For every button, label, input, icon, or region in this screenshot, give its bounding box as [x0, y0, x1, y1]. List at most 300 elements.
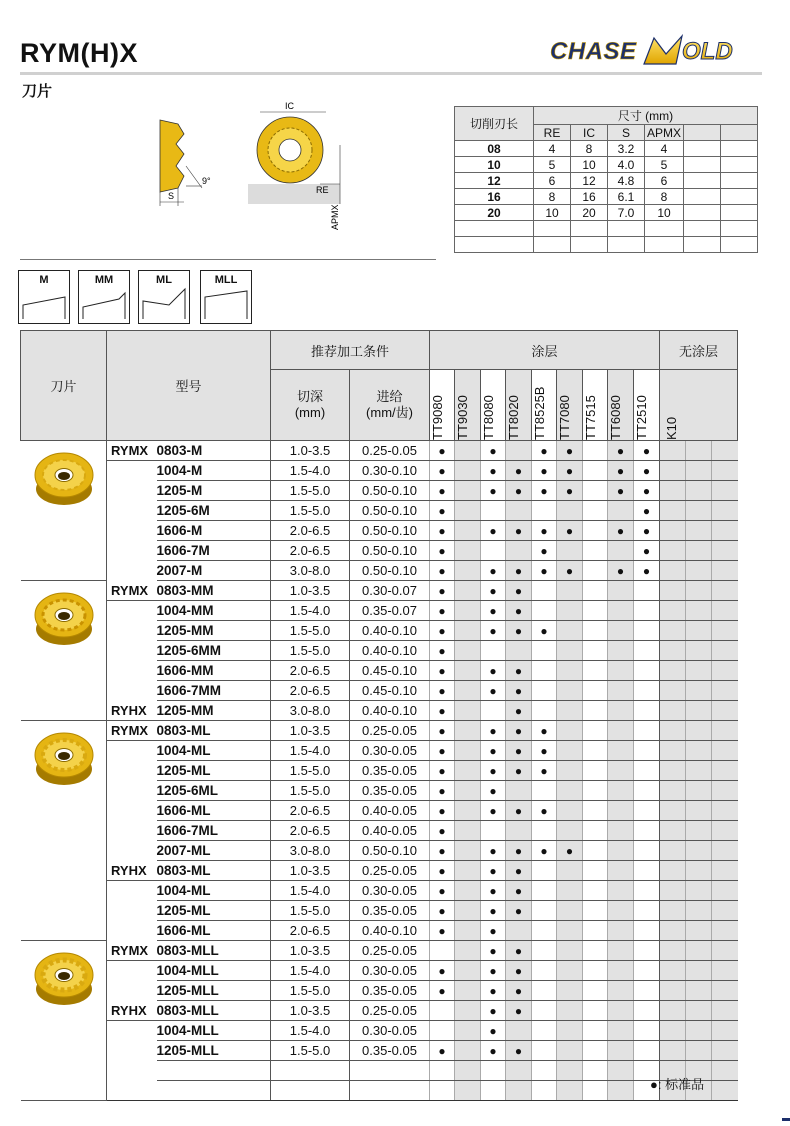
- availability-cell: ●: [430, 441, 455, 461]
- availability-cell: ●: [532, 541, 557, 561]
- table-row: [21, 621, 738, 641]
- dim-col-s: S: [608, 125, 645, 141]
- availability-cell: ●: [557, 481, 583, 501]
- depth-value: 1.5-4.0: [271, 1021, 350, 1041]
- model-prefix: [107, 681, 157, 701]
- availability-cell: [712, 761, 738, 781]
- depth-value: 1.5-4.0: [271, 601, 350, 621]
- availability-cell: [583, 701, 608, 721]
- availability-cell: [712, 821, 738, 841]
- availability-cell: [634, 861, 660, 881]
- availability-cell: [608, 941, 634, 961]
- availability-cell: [660, 641, 686, 661]
- availability-cell: [686, 1041, 712, 1061]
- availability-cell: [583, 961, 608, 981]
- availability-cell: ●: [481, 621, 506, 641]
- availability-cell: [712, 801, 738, 821]
- availability-cell: [532, 1001, 557, 1021]
- availability-cell: [583, 981, 608, 1001]
- availability-cell: ●: [532, 461, 557, 481]
- availability-cell: [430, 941, 455, 961]
- availability-cell: [557, 661, 583, 681]
- empty-cell: [271, 1061, 350, 1081]
- availability-cell: [557, 921, 583, 941]
- model-code: 1004-MLL: [157, 961, 271, 981]
- availability-cell: [455, 681, 481, 701]
- table-row: [21, 981, 738, 1001]
- availability-cell: [455, 741, 481, 761]
- depth-value: 1.0-3.5: [271, 941, 350, 961]
- chipbreaker-ml: [138, 270, 190, 324]
- availability-cell: [481, 541, 506, 561]
- table-row: [21, 601, 738, 621]
- availability-cell: [608, 821, 634, 841]
- availability-cell: ●: [430, 881, 455, 901]
- dim-row: [455, 141, 758, 157]
- availability-cell: [557, 881, 583, 901]
- dim-row: [455, 205, 758, 221]
- table-row: [21, 901, 738, 921]
- dim-empty-cell: [534, 221, 571, 237]
- model-prefix: RYHX: [107, 1001, 157, 1021]
- model-code: 0803-M: [157, 441, 271, 461]
- header-model: 型号: [107, 331, 271, 441]
- availability-cell: [557, 721, 583, 741]
- depth-value: 1.5-5.0: [271, 641, 350, 661]
- depth-value: 1.0-3.5: [271, 581, 350, 601]
- availability-cell: [712, 481, 738, 501]
- table-row: [21, 881, 738, 901]
- availability-cell: [634, 641, 660, 661]
- dim-code: 10: [455, 157, 534, 173]
- dim-ic: 8: [571, 141, 608, 157]
- model-prefix: [107, 461, 157, 481]
- availability-cell: ●: [481, 941, 506, 961]
- availability-cell: [660, 961, 686, 981]
- depth-value: 1.5-5.0: [271, 901, 350, 921]
- label-apmx: APMX: [330, 204, 340, 230]
- dim-ic: 16: [571, 189, 608, 205]
- grade-label: TT6080: [608, 395, 623, 440]
- availability-cell: [506, 1021, 532, 1041]
- availability-cell: [712, 621, 738, 641]
- availability-cell: [686, 661, 712, 681]
- availability-cell: ●: [634, 441, 660, 461]
- availability-cell: [557, 621, 583, 641]
- table-row: [21, 521, 738, 541]
- dim-re: 5: [534, 157, 571, 173]
- availability-cell: [557, 741, 583, 761]
- availability-cell: ●: [430, 801, 455, 821]
- availability-cell: ●: [481, 961, 506, 981]
- grade-label: TT8525B: [532, 386, 547, 440]
- model-prefix: [107, 501, 157, 521]
- availability-cell: ●: [506, 861, 532, 881]
- availability-cell: [660, 561, 686, 581]
- model-code: 1205-MM: [157, 621, 271, 641]
- availability-cell: [634, 761, 660, 781]
- dim-apmx: 5: [645, 157, 684, 173]
- availability-cell: [583, 521, 608, 541]
- availability-cell: [455, 541, 481, 561]
- availability-cell: [583, 721, 608, 741]
- feed-value: 0.35-0.07: [350, 601, 430, 621]
- dim-empty-cell: [608, 237, 645, 253]
- availability-cell: [660, 821, 686, 841]
- chipbreaker-mm: [78, 270, 130, 324]
- availability-cell: ●: [608, 461, 634, 481]
- table-row: [21, 721, 738, 741]
- table-row: [21, 781, 738, 801]
- availability-cell: [455, 981, 481, 1001]
- availability-cell: [583, 561, 608, 581]
- label-angle: 9°: [202, 176, 211, 186]
- model-prefix: [107, 641, 157, 661]
- availability-cell: [557, 1021, 583, 1041]
- feed-value: 0.35-0.05: [350, 981, 430, 1001]
- dim-empty-row: [455, 237, 758, 253]
- feed-value: 0.35-0.05: [350, 781, 430, 801]
- availability-cell: ●: [430, 1041, 455, 1061]
- availability-cell: [660, 621, 686, 641]
- feed-value: 0.25-0.05: [350, 941, 430, 961]
- model-code: 1606-7M: [157, 541, 271, 561]
- availability-cell: [686, 1001, 712, 1021]
- grade-label: TT8020: [506, 395, 521, 440]
- availability-cell: [712, 881, 738, 901]
- depth-value: 3.0-8.0: [271, 561, 350, 581]
- availability-cell: [583, 741, 608, 761]
- availability-cell: ●: [506, 601, 532, 621]
- availability-cell: [660, 841, 686, 861]
- page-title: RYM(H)X: [20, 38, 138, 68]
- table-row: [21, 541, 738, 561]
- availability-cell: ●: [557, 841, 583, 861]
- availability-cell: [608, 621, 634, 641]
- availability-cell: ●: [481, 801, 506, 821]
- availability-cell: [660, 681, 686, 701]
- feed-value: 0.50-0.10: [350, 521, 430, 541]
- table-row: [21, 441, 738, 461]
- table-row: [21, 701, 738, 721]
- availability-cell: ●: [506, 481, 532, 501]
- availability-cell: [583, 641, 608, 661]
- model-prefix: [107, 821, 157, 841]
- grade-label: TT9030: [455, 395, 470, 440]
- availability-cell: [712, 581, 738, 601]
- header-coated: 涂层: [430, 331, 660, 370]
- availability-cell: ●: [430, 781, 455, 801]
- availability-cell: [455, 461, 481, 481]
- grade-header-tt2510: [634, 370, 660, 441]
- availability-cell: [608, 981, 634, 1001]
- availability-cell: ●: [481, 761, 506, 781]
- dim-empty-cell: [455, 221, 534, 237]
- depth-value: 2.0-6.5: [271, 821, 350, 841]
- model-prefix: [107, 801, 157, 821]
- availability-cell: [608, 1021, 634, 1041]
- feed-value: 0.50-0.10: [350, 481, 430, 501]
- model-prefix: [107, 901, 157, 921]
- availability-cell: ●: [481, 901, 506, 921]
- availability-cell: [557, 901, 583, 921]
- availability-cell: ●: [430, 761, 455, 781]
- table-row: [21, 681, 738, 701]
- model-code: 1205-MLL: [157, 981, 271, 1001]
- table-row: [21, 761, 738, 781]
- availability-cell: ●: [532, 521, 557, 541]
- model-code: 1004-MM: [157, 601, 271, 621]
- availability-cell: ●: [430, 481, 455, 501]
- model-prefix: [107, 761, 157, 781]
- availability-cell: [686, 941, 712, 961]
- availability-cell: [712, 461, 738, 481]
- availability-cell: ●: [481, 921, 506, 941]
- empty-cell: [430, 1061, 455, 1081]
- insert-image: [21, 441, 107, 581]
- availability-cell: [557, 1041, 583, 1061]
- grade-label: TT8080: [481, 395, 496, 440]
- availability-cell: ●: [430, 681, 455, 701]
- availability-cell: [634, 601, 660, 621]
- availability-cell: [634, 681, 660, 701]
- feed-value: 0.45-0.10: [350, 681, 430, 701]
- availability-cell: [481, 641, 506, 661]
- availability-cell: [557, 861, 583, 881]
- availability-cell: [557, 641, 583, 661]
- availability-cell: [660, 661, 686, 681]
- dim-empty-cell: [684, 237, 721, 253]
- grade-label: TT2510: [634, 395, 649, 440]
- availability-cell: [455, 581, 481, 601]
- feed-value: 0.30-0.05: [350, 741, 430, 761]
- availability-cell: [660, 981, 686, 1001]
- dim-ic: 12: [571, 173, 608, 189]
- dim-apmx: 4: [645, 141, 684, 157]
- availability-cell: [634, 921, 660, 941]
- table-row: [21, 561, 738, 581]
- availability-cell: ●: [634, 501, 660, 521]
- availability-cell: [608, 921, 634, 941]
- availability-cell: [712, 681, 738, 701]
- availability-cell: [557, 1001, 583, 1021]
- availability-cell: [686, 881, 712, 901]
- availability-cell: [608, 641, 634, 661]
- availability-cell: ●: [481, 881, 506, 901]
- availability-cell: [608, 861, 634, 881]
- availability-cell: [660, 801, 686, 821]
- insert-image: [21, 941, 107, 1101]
- header-feed: 进给 (mm/齿): [350, 370, 430, 441]
- grade-label: TT9080: [430, 395, 445, 440]
- model-prefix: [107, 541, 157, 561]
- feed-value: 0.25-0.05: [350, 1001, 430, 1021]
- availability-cell: [506, 821, 532, 841]
- availability-cell: [481, 701, 506, 721]
- availability-cell: ●: [481, 441, 506, 461]
- insert-image: [21, 581, 107, 721]
- dim-col-ic: IC: [571, 125, 608, 141]
- availability-cell: [686, 621, 712, 641]
- empty-cell: [455, 1081, 481, 1101]
- availability-cell: [712, 1001, 738, 1021]
- availability-cell: [660, 481, 686, 501]
- model-prefix: [107, 881, 157, 901]
- model-prefix: [107, 561, 157, 581]
- dim-empty-cell: [684, 221, 721, 237]
- availability-cell: [532, 501, 557, 521]
- availability-cell: [712, 441, 738, 461]
- label-ic: IC: [285, 101, 294, 111]
- availability-cell: [608, 1041, 634, 1061]
- empty-cell: [481, 1081, 506, 1101]
- availability-cell: [557, 601, 583, 621]
- depth-value: 1.5-4.0: [271, 961, 350, 981]
- availability-cell: [686, 981, 712, 1001]
- dim-re: 6: [534, 173, 571, 189]
- dimension-table: [454, 106, 758, 253]
- dim-s: 7.0: [608, 205, 645, 221]
- availability-cell: [686, 501, 712, 521]
- table-row: [21, 961, 738, 981]
- availability-cell: ●: [481, 721, 506, 741]
- availability-cell: [686, 821, 712, 841]
- availability-cell: [455, 761, 481, 781]
- table-row: [21, 581, 738, 601]
- depth-value: 1.5-5.0: [271, 481, 350, 501]
- empty-cell: [608, 1081, 634, 1101]
- availability-cell: [532, 821, 557, 841]
- dim-re: 8: [534, 189, 571, 205]
- availability-cell: [557, 781, 583, 801]
- availability-cell: [660, 441, 686, 461]
- dim-empty-cell: [571, 221, 608, 237]
- availability-cell: [660, 501, 686, 521]
- availability-cell: [481, 821, 506, 841]
- availability-cell: [634, 1041, 660, 1061]
- availability-cell: [506, 441, 532, 461]
- availability-cell: [455, 721, 481, 741]
- model-prefix: [107, 1021, 157, 1041]
- availability-cell: [532, 581, 557, 601]
- dim-code: 20: [455, 205, 534, 221]
- availability-cell: [686, 961, 712, 981]
- availability-cell: [608, 601, 634, 621]
- availability-cell: ●: [430, 921, 455, 941]
- availability-cell: ●: [557, 521, 583, 541]
- dim-apmx: 10: [645, 205, 684, 221]
- availability-cell: [686, 901, 712, 921]
- availability-cell: [583, 681, 608, 701]
- dim-header-group: 尺寸 (mm): [534, 107, 758, 125]
- depth-value: 1.0-3.5: [271, 1001, 350, 1021]
- model-code: 0803-MLL: [157, 941, 271, 961]
- availability-cell: [634, 581, 660, 601]
- model-code: 1205-ML: [157, 901, 271, 921]
- availability-cell: [506, 781, 532, 801]
- availability-cell: [686, 801, 712, 821]
- availability-cell: ●: [506, 841, 532, 861]
- availability-cell: ●: [532, 561, 557, 581]
- feed-value: 0.25-0.05: [350, 441, 430, 461]
- availability-cell: [634, 981, 660, 1001]
- empty-cell: [506, 1061, 532, 1081]
- availability-cell: [712, 901, 738, 921]
- model-code: 1205-M: [157, 481, 271, 501]
- availability-cell: ●: [506, 721, 532, 741]
- availability-cell: [583, 861, 608, 881]
- model-prefix: RYMX: [107, 581, 157, 601]
- availability-cell: [712, 1021, 738, 1041]
- model-code: 0803-MM: [157, 581, 271, 601]
- availability-cell: [634, 901, 660, 921]
- dim-row: [455, 173, 758, 189]
- availability-cell: [557, 681, 583, 701]
- availability-cell: [634, 941, 660, 961]
- availability-cell: [455, 1001, 481, 1021]
- model-code: 1004-ML: [157, 881, 271, 901]
- insert-dimension-drawing: [150, 100, 350, 230]
- availability-cell: [583, 941, 608, 961]
- availability-cell: ●: [506, 661, 532, 681]
- availability-cell: ●: [430, 461, 455, 481]
- availability-cell: ●: [532, 441, 557, 461]
- table-row: [21, 741, 738, 761]
- empty-cell: [430, 1081, 455, 1101]
- availability-cell: [583, 501, 608, 521]
- model-prefix: [107, 661, 157, 681]
- availability-cell: ●: [481, 981, 506, 1001]
- empty-cell: [532, 1081, 557, 1101]
- depth-value: 1.0-3.5: [271, 861, 350, 881]
- empty-row: [21, 1081, 738, 1101]
- feed-value: 0.50-0.10: [350, 501, 430, 521]
- insert-table: [20, 330, 738, 1101]
- dim-empty-row: [455, 221, 758, 237]
- dim-empty-cell: [684, 189, 721, 205]
- availability-cell: ●: [481, 581, 506, 601]
- availability-cell: ●: [532, 841, 557, 861]
- table-row: [21, 1021, 738, 1041]
- empty-cell: [350, 1061, 430, 1081]
- grade-label: K10: [664, 416, 679, 440]
- availability-cell: [686, 461, 712, 481]
- availability-cell: [660, 461, 686, 481]
- availability-cell: [686, 721, 712, 741]
- availability-cell: [634, 821, 660, 841]
- model-code: 0803-MLL: [157, 1001, 271, 1021]
- empty-cell: [107, 1081, 157, 1101]
- availability-cell: [455, 821, 481, 841]
- availability-cell: ●: [481, 681, 506, 701]
- dim-col-empty: [721, 125, 758, 141]
- model-prefix: RYMX: [107, 721, 157, 741]
- availability-cell: [686, 581, 712, 601]
- dim-empty-cell: [721, 205, 758, 221]
- model-code: 1004-ML: [157, 741, 271, 761]
- availability-cell: [686, 521, 712, 541]
- dim-ic: 20: [571, 205, 608, 221]
- availability-cell: [686, 1021, 712, 1041]
- empty-cell: [481, 1061, 506, 1081]
- depth-value: 2.0-6.5: [271, 661, 350, 681]
- availability-cell: [660, 581, 686, 601]
- empty-cell: [583, 1061, 608, 1081]
- availability-cell: [583, 1001, 608, 1021]
- label-s: S: [168, 191, 175, 201]
- availability-cell: [557, 761, 583, 781]
- svg-text:CHASE: CHASE: [550, 38, 637, 65]
